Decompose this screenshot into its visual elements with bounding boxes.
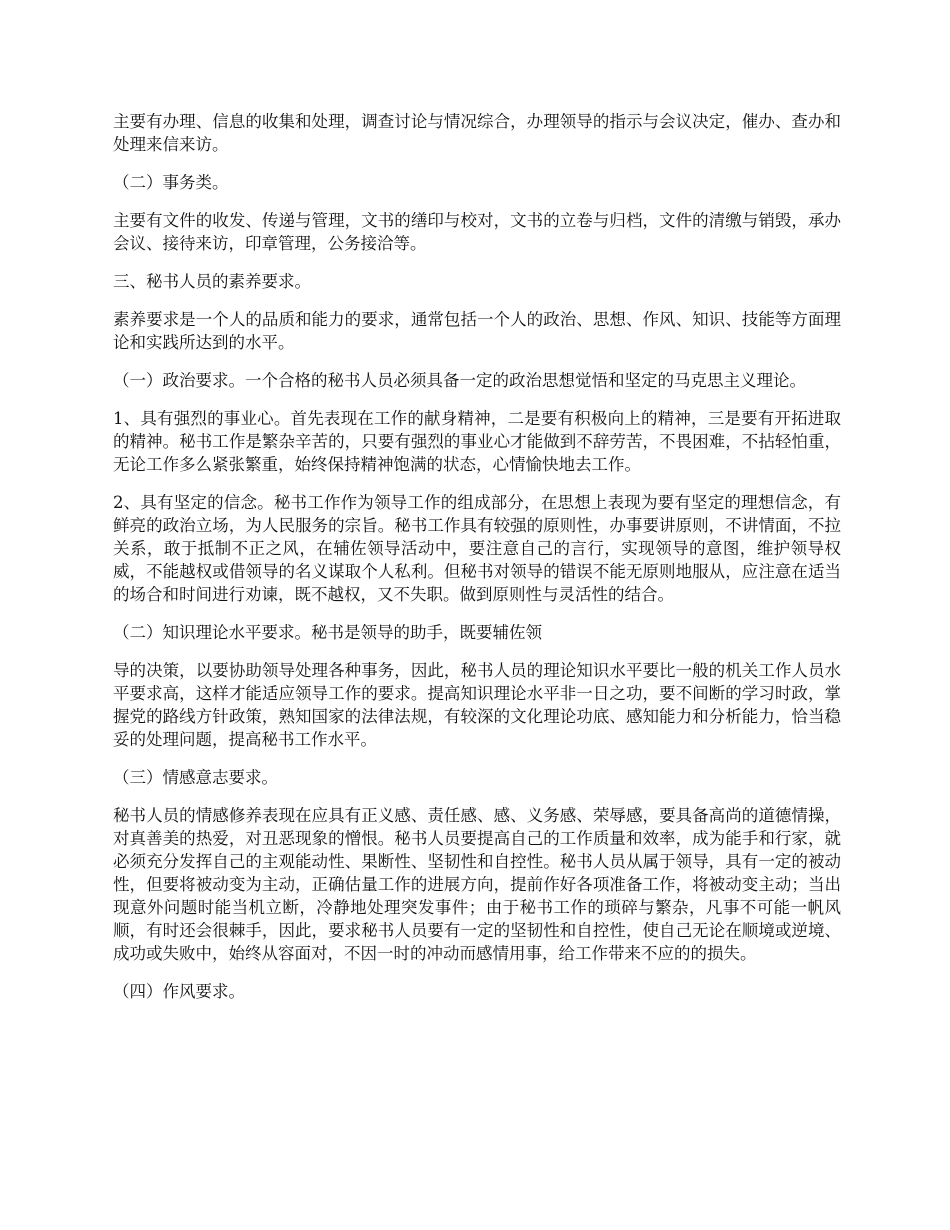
section-heading-quality: 三、秘书人员的素养要求。 [113, 272, 311, 291]
section-heading-knowledge: （二）知识理论水平要求。秘书是领导的助手，既要辅佐领 [113, 623, 542, 642]
paragraph-10: 导的决策，以要协助领导处理各种事务，因此，秘书人员的理论知识水平要比一般的机关工作人员水平要求高，这样才能适应领导工作的要求。提高知识理论水平非一日之功，要不间断的学习时政，掌握党的路线方针政策，熟知国家的法律法规，有较深的文化理论功底、感知能力和分析能力，恰当稳妥的处理问题，提高秘书工作水平。 [113, 661, 841, 749]
section-heading-affairs: （二）事务类。 [113, 173, 229, 192]
section-heading-political: （一）政治要求。一个合格的秘书人员必须具备一定的政治思想觉悟和坚定的马克思主义理论。 [113, 371, 806, 390]
section-heading-style: （四）作风要求。 [113, 982, 245, 1001]
paragraph-12: 秘书人员的情感修养表现在应具有正义感、责任感、感、义务感、荣辱感，要具备高尚的道德情操，对真善美的热爱，对丑恶现象的憎恨。秘书人员要提高自己的工作质量和效率，成为能手和行家，就必须充分发挥自己的主观能动性、果断性、坚韧性和自控性。秘书人员从属于领导，具有一定的被动性，但要将被动变为主动，正确估量工作的进展方向，提前作好各项准备工作，将被动变主动；当出现意外问题时能当机立断，冷静地处理突发事件；由于秘书工作的琐碎与繁杂，凡事不可能一帆风顺，有时还会很棘手，因此，要求秘书人员要有一定的坚韧性和自控性，使自己无论在顺境或逆境、成功或失败中，始终从容面对，不因一时的冲动而感情用事，给工作带来不应的的损失。 [113, 806, 841, 963]
document-body [113, 110, 841, 1018]
paragraph-3: 主要有文件的收发、传递与管理，文书的缮印与校对，文书的立卷与归档，文件的清缴与销毁，承办会议、接待来访，印章管理，公务接洽等。 [113, 211, 841, 253]
section-heading-emotion: （三）情感意志要求。 [113, 768, 278, 787]
paragraph-7: 1、具有强烈的事业心。首先表现在工作的献身精神，二是要有积极向上的精神，三是要有开拓进取的精神。秘书工作是繁杂辛苦的，只要有强烈的事业心才能做到不辞劳苦，不畏困难，不拈轻怕重，无论工作多么紧张繁重，始终保持精神饱满的状态，心情愉快地去工作。 [113, 409, 841, 474]
paragraph-5: 素养要求是一个人的品质和能力的要求，通常包括一个人的政治、思想、作风、知识、技能等方面理论和实践所达到的水平。 [113, 310, 841, 352]
paragraph-1: 主要有办理、信息的收集和处理，调查讨论与情况综合，办理领导的指示与会议决定，催办、查办和处理来信来访。 [113, 112, 841, 154]
paragraph-8: 2、具有坚定的信念。秘书工作作为领导工作的组成部分，在思想上表现为要有坚定的理想信念，有鲜亮的政治立场，为人民服务的宗旨。秘书工作具有较强的原则性，办事要讲原则，不讲情面，不拉关系，敢于抵制不正之风，在辅佐领导活动中，要注意自己的言行，实现领导的意图，维护领导权威，不能越权或借领导的名义谋取个人私利。但秘书对领导的错误不能无原则地服从，应注意在适当的场合和时间进行劝谏，既不越权，又不失职。做到原则性与灵活性的结合。 [113, 493, 841, 604]
